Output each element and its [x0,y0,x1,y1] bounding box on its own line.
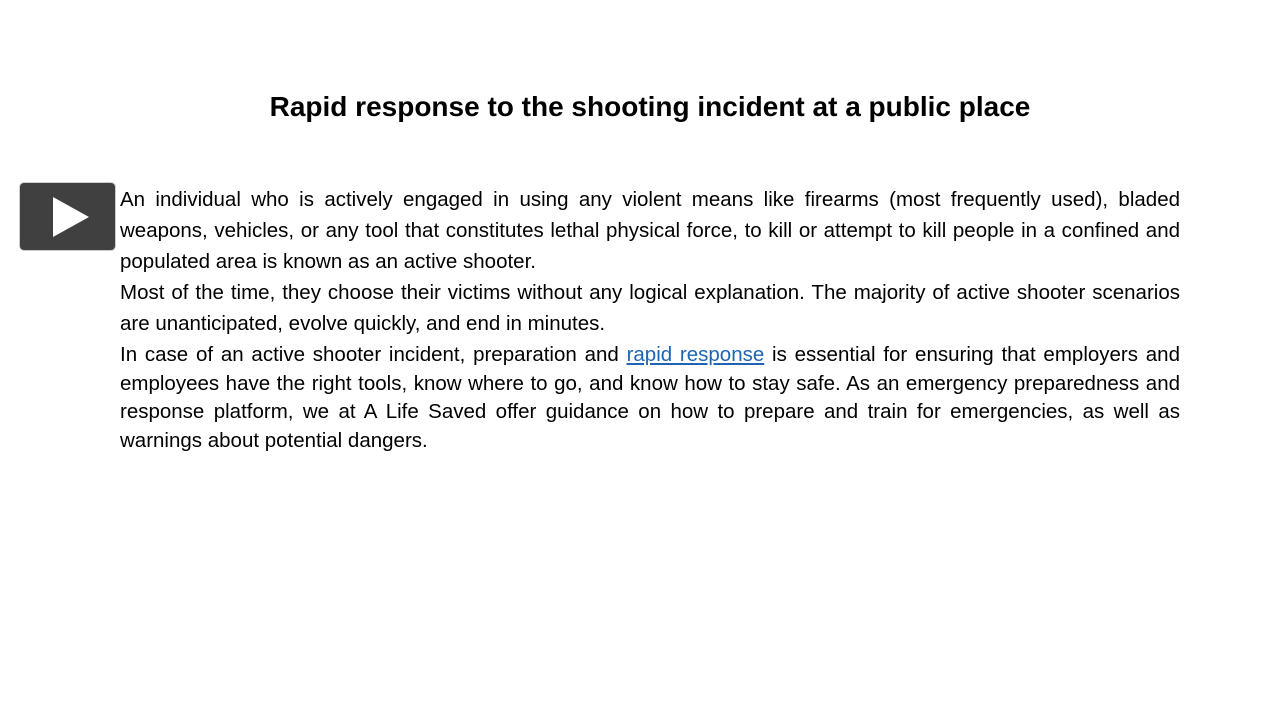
slide-body [120,184,1180,455]
paragraph: Most of the time, they choose their victims without any logical explanation. The majority of active shooter scenarios are unanticipated, evolve quickly, and end in minutes. [120,281,1180,335]
slide-title: Rapid response to the shooting incident at a public place [269,91,1031,122]
paragraph: An individual who is actively engaged in using any violent means like firearms (most frequently used), bladed weapons, vehicles, or any tool that constitutes lethal physical force, to kill or attempt to kill people in a confined and populated area is known as an active shooter. [120,188,1180,273]
rapid-response-link[interactable]: rapid response [626,343,765,366]
play-button[interactable] [20,183,115,250]
paragraph-text: In case of an active shooter incident, preparation and [120,343,627,366]
play-icon [53,197,89,237]
paragraph-text: is essential for ensuring that employers and employees have the right tools, know where to go, and know how to stay safe. As an emergency preparedness and response platform, we at A Life Saved offer guidance on how to prepare and train for emergencies, as well as warnings about potential dangers. [120,343,1180,452]
paragraph [120,341,1180,455]
